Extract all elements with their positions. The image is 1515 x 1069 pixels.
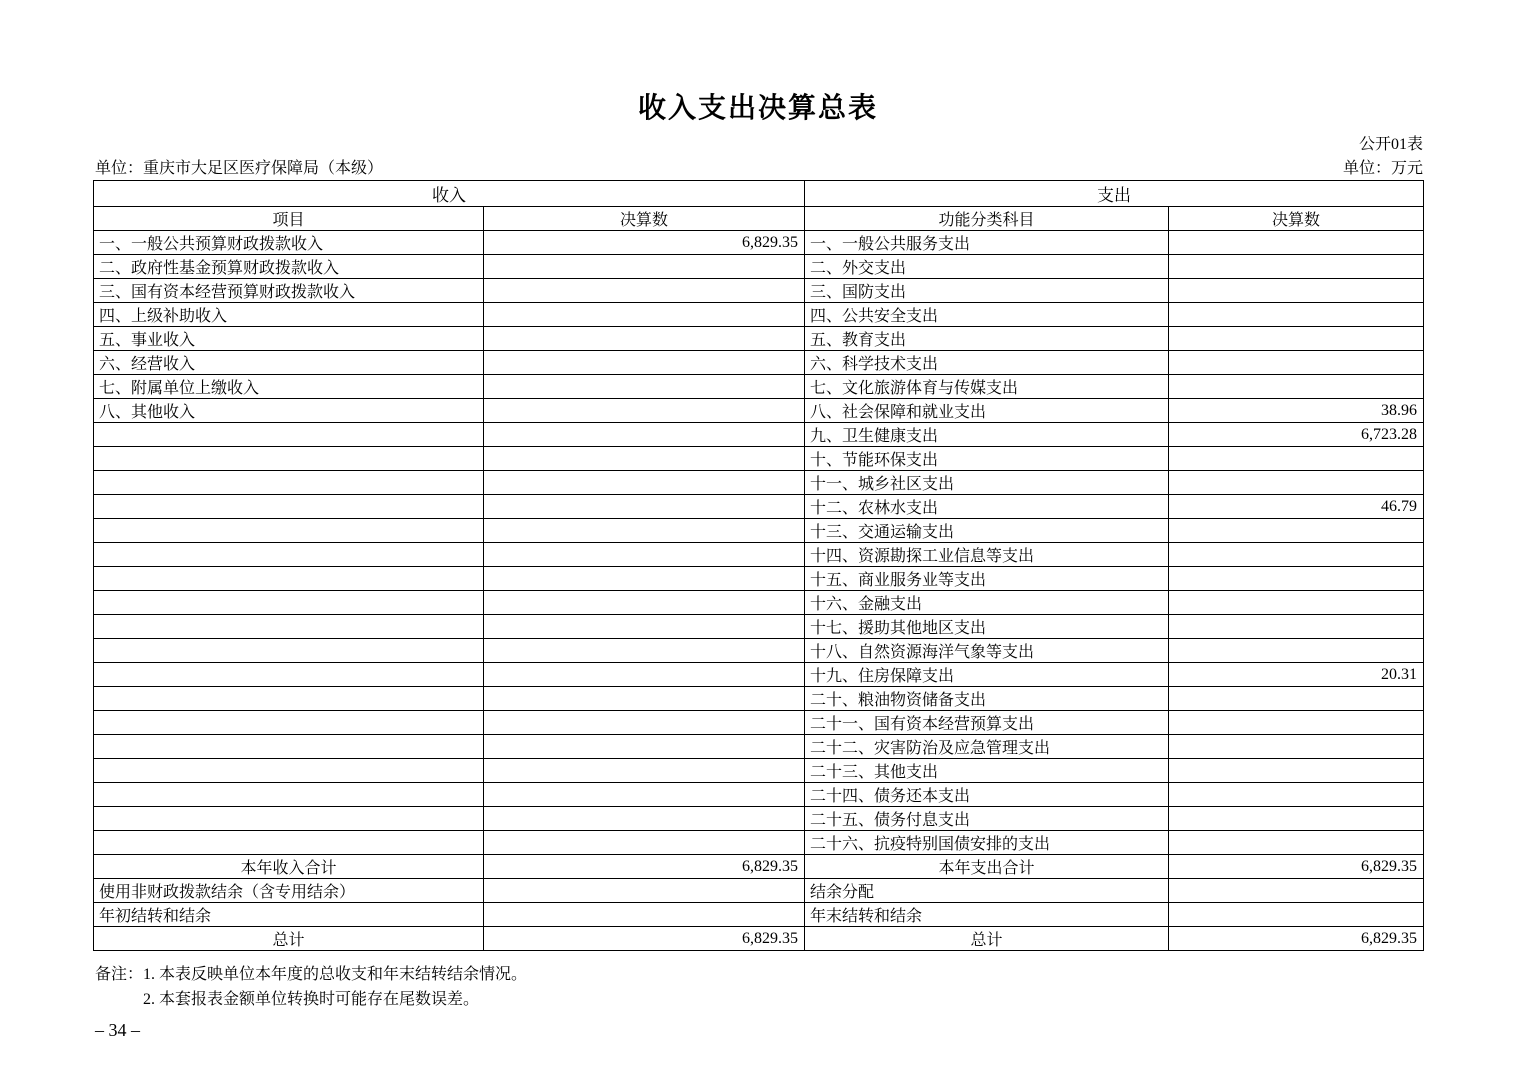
- table-row: [94, 663, 1424, 687]
- table-row: [94, 471, 1424, 495]
- expense-amount-cell: 6,723.28: [1169, 423, 1424, 447]
- unit-label: 单位：重庆市大足区医疗保障局（本级）: [95, 160, 384, 177]
- expense-amount-cell: 38.96: [1169, 399, 1424, 423]
- expense-item-cell: 六、科学技术支出: [805, 351, 1169, 375]
- income-amount-cell: [484, 783, 805, 807]
- table-row: [94, 303, 1424, 327]
- income-amount-cell: [484, 327, 805, 351]
- income-item-cell: [94, 783, 484, 807]
- income-item-cell: 总计: [94, 927, 484, 951]
- income-section-header: 收入: [94, 181, 805, 207]
- expense-item-cell: 二十五、债务付息支出: [805, 807, 1169, 831]
- expense-amount-cell: [1169, 567, 1424, 591]
- income-item-cell: [94, 447, 484, 471]
- expense-amount-cell: [1169, 231, 1424, 255]
- budget-table-body: [94, 231, 1424, 951]
- expense-amount-cell: [1169, 303, 1424, 327]
- section-header-row: [94, 181, 1424, 207]
- expense-item-cell: 三、国防支出: [805, 279, 1169, 303]
- expense-amount-cell: [1169, 783, 1424, 807]
- income-item-cell: [94, 615, 484, 639]
- income-amount-cell: [484, 591, 805, 615]
- expense-amount-cell: [1169, 375, 1424, 399]
- expense-amount-cell: 20.31: [1169, 663, 1424, 687]
- income-item-cell: 六、经营收入: [94, 351, 484, 375]
- income-amount-cell: [484, 543, 805, 567]
- expense-item-cell: 二十四、债务还本支出: [805, 783, 1169, 807]
- income-item-cell: [94, 831, 484, 855]
- income-item-cell: 五、事业收入: [94, 327, 484, 351]
- table-row: [94, 423, 1424, 447]
- expense-item-cell: 九、卫生健康支出: [805, 423, 1169, 447]
- income-amount-cell: [484, 759, 805, 783]
- footnote: [95, 962, 527, 1012]
- income-item-cell: 本年收入合计: [94, 855, 484, 879]
- income-amount-cell: [484, 495, 805, 519]
- currency-label: 单位：万元: [1342, 160, 1423, 177]
- expense-item-cell: 本年支出合计: [805, 855, 1169, 879]
- expense-amount-cell: [1169, 879, 1424, 903]
- expense-item-cell: 十一、城乡社区支出: [805, 471, 1169, 495]
- table-row: [94, 255, 1424, 279]
- income-item-cell: [94, 663, 484, 687]
- expense-item-cell: 十、节能环保支出: [805, 447, 1169, 471]
- expense-amount-cell: [1169, 327, 1424, 351]
- expense-amount-cell: [1169, 903, 1424, 927]
- expense-amount-cell: [1169, 639, 1424, 663]
- expense-item-cell: 二十二、灾害防治及应急管理支出: [805, 735, 1169, 759]
- expense-amount-cell: [1169, 615, 1424, 639]
- footnote-line-1: 1. 本表反映单位本年度的总收支和年末结转结余情况。: [143, 966, 528, 983]
- table-row: [94, 279, 1424, 303]
- table-row: [94, 327, 1424, 351]
- table-row: [94, 375, 1424, 399]
- income-item-cell: [94, 471, 484, 495]
- income-amount-cell: [484, 255, 805, 279]
- expense-amount-cell: [1169, 711, 1424, 735]
- table-row: [94, 783, 1424, 807]
- table-row: [94, 447, 1424, 471]
- income-amount-cell: [484, 279, 805, 303]
- expense-item-cell: 二十、粮油物资储备支出: [805, 687, 1169, 711]
- table-row: [94, 495, 1424, 519]
- income-amount-cell: 6,829.35: [484, 231, 805, 255]
- table-row: [94, 927, 1424, 951]
- expense-item-cell: 十六、金融支出: [805, 591, 1169, 615]
- expense-item-cell: 二十三、其他支出: [805, 759, 1169, 783]
- page-title: 收入支出决算总表: [637, 93, 878, 124]
- table-row: [94, 687, 1424, 711]
- expense-amount-cell: [1169, 471, 1424, 495]
- income-item-cell: [94, 759, 484, 783]
- table-row: [94, 351, 1424, 375]
- expense-amount-cell: [1169, 687, 1424, 711]
- table-row: [94, 567, 1424, 591]
- budget-table: [93, 180, 1424, 951]
- income-amount-cell: [484, 831, 805, 855]
- page-number: – 34 –: [95, 1020, 140, 1040]
- income-item-cell: [94, 687, 484, 711]
- income-amount-cell: [484, 639, 805, 663]
- income-amount-cell: 6,829.35: [484, 855, 805, 879]
- expense-amount-cell: 6,829.35: [1169, 927, 1424, 951]
- col-header-expense-amount: 决算数: [1169, 207, 1424, 231]
- income-amount-cell: [484, 711, 805, 735]
- table-row: [94, 759, 1424, 783]
- expense-amount-cell: [1169, 759, 1424, 783]
- table-row: [94, 903, 1424, 927]
- income-item-cell: [94, 735, 484, 759]
- column-header-row: [94, 207, 1424, 231]
- expense-amount-cell: [1169, 447, 1424, 471]
- income-amount-cell: [484, 303, 805, 327]
- expense-item-cell: 十五、商业服务业等支出: [805, 567, 1169, 591]
- expense-amount-cell: 46.79: [1169, 495, 1424, 519]
- expense-item-cell: 年末结转和结余: [805, 903, 1169, 927]
- income-item-cell: [94, 807, 484, 831]
- income-item-cell: 四、上级补助收入: [94, 303, 484, 327]
- expense-item-cell: 十八、自然资源海洋气象等支出: [805, 639, 1169, 663]
- income-item-cell: [94, 423, 484, 447]
- expense-amount-cell: [1169, 735, 1424, 759]
- expense-amount-cell: [1169, 807, 1424, 831]
- expense-item-cell: 十三、交通运输支出: [805, 519, 1169, 543]
- table-row: [94, 831, 1424, 855]
- table-row: [94, 543, 1424, 567]
- income-amount-cell: 6,829.35: [484, 927, 805, 951]
- income-item-cell: [94, 711, 484, 735]
- income-amount-cell: [484, 615, 805, 639]
- expense-amount-cell: [1169, 591, 1424, 615]
- col-header-functional: 功能分类科目: [805, 207, 1169, 231]
- expense-item-cell: 十二、农林水支出: [805, 495, 1169, 519]
- income-amount-cell: [484, 351, 805, 375]
- income-amount-cell: [484, 879, 805, 903]
- table-code-label: 公开01表: [1358, 136, 1423, 153]
- table-row: [94, 519, 1424, 543]
- income-amount-cell: [484, 663, 805, 687]
- table-row: [94, 711, 1424, 735]
- table-row: [94, 615, 1424, 639]
- income-amount-cell: [484, 375, 805, 399]
- income-item-cell: [94, 543, 484, 567]
- expense-amount-cell: [1169, 519, 1424, 543]
- income-amount-cell: [484, 687, 805, 711]
- expense-item-cell: 结余分配: [805, 879, 1169, 903]
- income-item-cell: [94, 591, 484, 615]
- income-amount-cell: [484, 567, 805, 591]
- income-amount-cell: [484, 903, 805, 927]
- income-item-cell: 七、附属单位上缴收入: [94, 375, 484, 399]
- expense-item-cell: 八、社会保障和就业支出: [805, 399, 1169, 423]
- footnote-label: 备注：: [95, 966, 144, 983]
- expense-item-cell: 七、文化旅游体育与传媒支出: [805, 375, 1169, 399]
- income-amount-cell: [484, 447, 805, 471]
- expense-item-cell: 十四、资源勘探工业信息等支出: [805, 543, 1169, 567]
- expense-amount-cell: [1169, 255, 1424, 279]
- col-header-item: 项目: [94, 207, 484, 231]
- income-amount-cell: [484, 519, 805, 543]
- income-item-cell: [94, 519, 484, 543]
- table-row: [94, 591, 1424, 615]
- table-row: [94, 399, 1424, 423]
- expense-item-cell: 总计: [805, 927, 1169, 951]
- expense-amount-cell: [1169, 831, 1424, 855]
- footnote-line-2: 2. 本套报表金额单位转换时可能存在尾数误差。: [143, 991, 480, 1008]
- income-amount-cell: [484, 471, 805, 495]
- col-header-income-amount: 决算数: [484, 207, 805, 231]
- table-row: [94, 639, 1424, 663]
- income-item-cell: 二、政府性基金预算财政拨款收入: [94, 255, 484, 279]
- income-item-cell: [94, 567, 484, 591]
- expense-item-cell: 五、教育支出: [805, 327, 1169, 351]
- expense-item-cell: 一、一般公共服务支出: [805, 231, 1169, 255]
- income-amount-cell: [484, 807, 805, 831]
- expense-amount-cell: [1169, 543, 1424, 567]
- table-row: [94, 735, 1424, 759]
- expense-item-cell: 十七、援助其他地区支出: [805, 615, 1169, 639]
- income-amount-cell: [484, 423, 805, 447]
- income-item-cell: 一、一般公共预算财政拨款收入: [94, 231, 484, 255]
- table-row: [94, 807, 1424, 831]
- income-amount-cell: [484, 735, 805, 759]
- table-row: [94, 879, 1424, 903]
- meta-row: [95, 155, 1423, 178]
- table-row: [94, 231, 1424, 255]
- expense-amount-cell: [1169, 351, 1424, 375]
- expense-item-cell: 二十一、国有资本经营预算支出: [805, 711, 1169, 735]
- income-item-cell: 三、国有资本经营预算财政拨款收入: [94, 279, 484, 303]
- footnote-lines: [143, 962, 527, 1012]
- table-row: [94, 855, 1424, 879]
- income-item-cell: 年初结转和结余: [94, 903, 484, 927]
- expense-amount-cell: 6,829.35: [1169, 855, 1424, 879]
- expense-item-cell: 二、外交支出: [805, 255, 1169, 279]
- expense-amount-cell: [1169, 279, 1424, 303]
- income-item-cell: [94, 639, 484, 663]
- income-amount-cell: [484, 399, 805, 423]
- expense-item-cell: 四、公共安全支出: [805, 303, 1169, 327]
- income-item-cell: [94, 495, 484, 519]
- expense-section-header: 支出: [805, 181, 1424, 207]
- income-item-cell: 八、其他收入: [94, 399, 484, 423]
- expense-item-cell: 十九、住房保障支出: [805, 663, 1169, 687]
- income-item-cell: 使用非财政拨款结余（含专用结余）: [94, 879, 484, 903]
- expense-item-cell: 二十六、抗疫特别国债安排的支出: [805, 831, 1169, 855]
